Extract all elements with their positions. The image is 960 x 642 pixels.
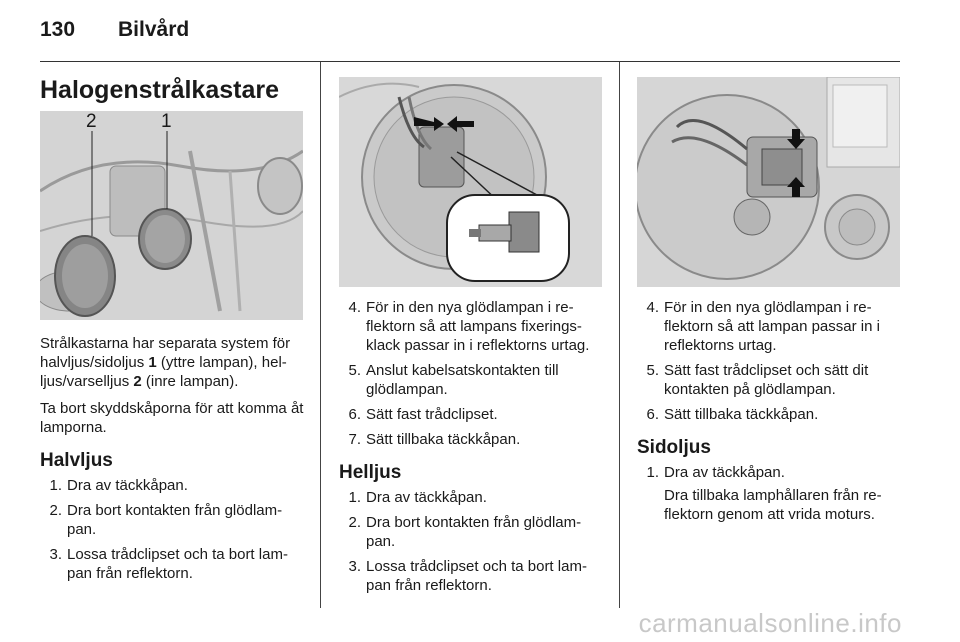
list-item: 4. För in den nya glödlampan i re-flektorn så att lampans fixerings-klack passar in i reflektorns urtag. xyxy=(348,299,590,354)
lowbeam-continued-steps xyxy=(637,298,903,424)
list-item: 3. Lossa trådclipset och ta bort lam-pan från reflektorn. xyxy=(348,558,587,594)
column-1-text xyxy=(40,334,306,589)
helljus-heading: Helljus xyxy=(339,462,402,483)
list-item: 3. Lossa trådclipset och ta bort lam-pan från reflektorn. xyxy=(49,546,288,582)
list-item: 5. Sätt fast trådclipset och sätt dit kontakten på glödlampan. xyxy=(646,362,869,398)
running-head: Bilvård xyxy=(118,18,190,41)
figure-label-2: 2 xyxy=(86,111,97,132)
sidoljus-heading: Sidoljus xyxy=(637,437,711,458)
list-item: 6. Sätt fast trådclipset. xyxy=(348,406,498,423)
highbeam-figure xyxy=(339,77,602,287)
headlamp-illustration xyxy=(40,111,303,320)
section-title: Halogenstrålkastare xyxy=(40,76,280,104)
sidelight-figure xyxy=(637,77,900,287)
page-number: 130 xyxy=(40,18,76,41)
sidoljus-steps xyxy=(637,463,903,524)
highbeam-continued-steps xyxy=(339,298,605,449)
column-divider-2 xyxy=(619,62,620,608)
list-item: 1. Dra av täckkåpan. xyxy=(348,489,487,506)
list-item: 1. Dra av täckkåpan. xyxy=(49,477,188,494)
header-rule xyxy=(40,61,900,62)
column-divider-1 xyxy=(320,62,321,608)
list-item: 1. Dra av täckkåpan. Dra tillbaka lamphållaren från re-flektorn genom att vrida moturs. xyxy=(637,463,903,524)
figure-label-1: 1 xyxy=(161,111,172,132)
halvljus-heading: Halvljus xyxy=(40,450,113,471)
sidelight-illustration xyxy=(637,77,900,287)
list-item: 7. Sätt tillbaka täckkåpan. xyxy=(348,431,521,448)
list-item: 6. Sätt tillbaka täckkåpan. xyxy=(646,406,819,423)
column-2-text xyxy=(339,298,605,601)
watermark: carmanualsonline.info xyxy=(638,608,902,638)
cover-paragraph: Ta bort skyddskåporna för att komma åt lamporna. xyxy=(40,400,304,436)
list-item: 2. Dra bort kontakten från glödlam-pan. xyxy=(49,502,283,538)
halvljus-steps xyxy=(40,476,306,583)
sub-step: Dra tillbaka lamphållaren från re-flektorn genom att vrida moturs. xyxy=(664,487,882,523)
list-item: 2. Dra bort kontakten från glödlam-pan. xyxy=(348,514,582,550)
column-3-text xyxy=(637,298,903,530)
list-item: 5. Anslut kabelsatskontakten till glödlampan. xyxy=(348,362,559,398)
headlamp-figure xyxy=(40,111,303,320)
highbeam-illustration xyxy=(339,77,602,287)
intro-paragraph: Strålkastarna har separata system för halvljus/sidoljus 1 (yttre lampan), hel-ljus/varselljus 2 (inre lampan). xyxy=(40,335,291,390)
list-item: 4. För in den nya glödlampan i re-flektorn så att lampan passar in i reflektorns urtag. xyxy=(646,299,880,354)
helljus-steps xyxy=(339,488,605,595)
